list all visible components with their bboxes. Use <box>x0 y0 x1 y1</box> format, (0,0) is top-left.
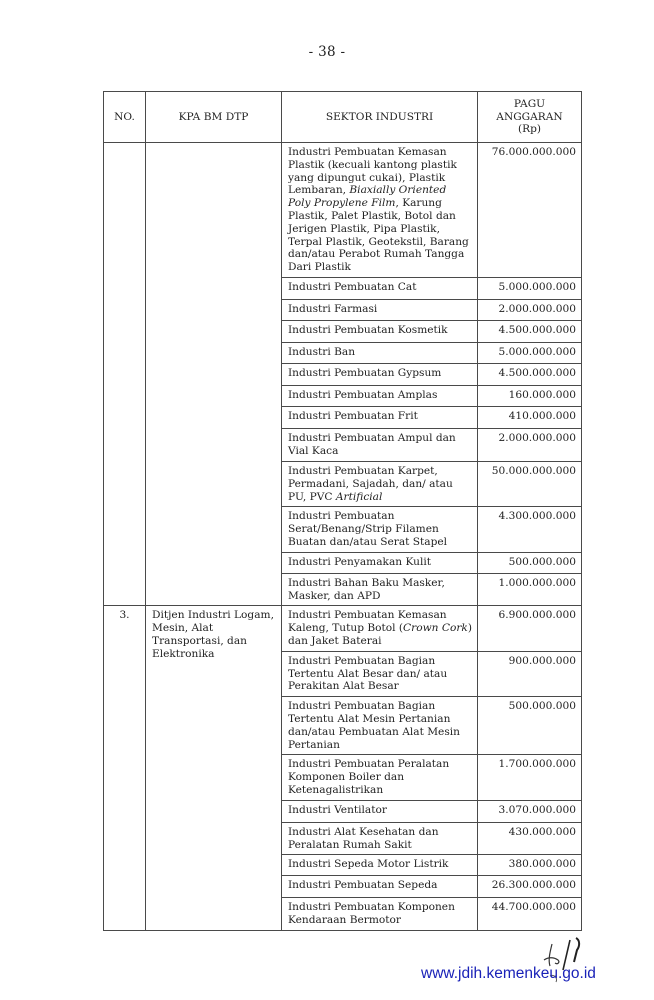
cell-sektor-industri <box>282 898 478 931</box>
cell-pagu-anggaran: 50.000.000.000 <box>478 461 582 506</box>
cell-pagu-anggaran: 5.000.000.000 <box>478 342 582 363</box>
cell-sektor-industri <box>282 855 478 876</box>
header-sektor: SEKTOR INDUSTRI <box>282 92 478 143</box>
header-pagu-line: (Rp) <box>517 123 542 136</box>
sektor-text: Industri Ventilator <box>288 803 387 816</box>
sektor-text: Industri Pembuatan Bagian Tertentu Alat Besar dan/ atau Perakitan Alat Besar <box>288 654 448 693</box>
sektor-text: Industri Pembuatan Komponen Kendaraan Bermotor <box>288 901 455 927</box>
cell-pagu-anggaran: 410.000.000 <box>478 406 582 428</box>
sektor-text: Industri Pembuatan Peralatan Komponen Boiler dan Ketenagalistrikan <box>288 758 450 796</box>
cell-sektor-industri <box>282 385 478 406</box>
sektor-text: Industri Pembuatan Gypsum <box>288 366 442 379</box>
cell-sektor-industri <box>282 406 478 428</box>
cell-pagu-anggaran: 900.000.000 <box>478 651 582 696</box>
sektor-text: Industri Pembuatan Sepeda <box>288 879 438 892</box>
budget-table <box>103 91 582 931</box>
cell-sektor-industri <box>282 363 478 385</box>
cell-sektor-industri <box>282 876 478 898</box>
header-no: NO. <box>104 92 146 143</box>
header-kpa: KPA BM DTP <box>146 92 282 143</box>
cell-no: 3. <box>104 606 146 931</box>
cell-pagu-anggaran: 6.900.000.000 <box>478 606 582 651</box>
sektor-text: Industri Pembuatan Kosmetik <box>288 323 448 336</box>
cell-pagu-anggaran: 2.000.000.000 <box>478 299 582 320</box>
sektor-text: Industri Sepeda Motor Listrik <box>288 858 449 871</box>
cell-sektor-industri <box>282 573 478 606</box>
cell-sektor-industri <box>282 428 478 461</box>
sektor-text-italic: Biaxially Oriented Poly Propylene Film <box>288 184 447 210</box>
cell-sektor-industri <box>282 697 478 755</box>
cell-pagu-anggaran: 500.000.000 <box>478 552 582 573</box>
cell-pagu-anggaran: 2.000.000.000 <box>478 428 582 461</box>
cell-sektor-industri <box>282 800 478 822</box>
cell-sektor-industri <box>282 507 478 552</box>
sektor-text-italic: Crown Cork <box>403 622 468 635</box>
sektor-text: Industri Pembuatan Frit <box>288 409 418 422</box>
cell-sektor-industri <box>282 651 478 696</box>
sektor-text: Industri Bahan Baku Masker, Masker, dan APD <box>288 576 445 602</box>
cell-pagu-anggaran: 4.300.000.000 <box>478 507 582 552</box>
cell-pagu-anggaran: 4.500.000.000 <box>478 320 582 342</box>
sektor-text: Industri Alat Kesehatan dan Peralatan Rumah Sakit <box>288 825 439 851</box>
sektor-text: Industri Pembuatan Karpet, Permadani, Sajadah, dan/ atau PU, PVC <box>288 464 453 503</box>
sektor-text: Industri Pembuatan Ampul dan Vial Kaca <box>288 431 456 457</box>
table-row <box>104 143 582 278</box>
cell-pagu-anggaran: 44.700.000.000 <box>478 898 582 931</box>
cell-kpa <box>146 143 282 606</box>
cell-sektor-industri <box>282 277 478 299</box>
sektor-text: Industri Penyamakan Kulit <box>288 555 431 568</box>
cell-sektor-industri <box>282 822 478 855</box>
sektor-text: Industri Farmasi <box>288 302 378 315</box>
header-pagu-line: ANGGARAN <box>496 110 563 123</box>
page-number: - 38 - <box>308 44 346 60</box>
table-row <box>104 606 582 651</box>
cell-sektor-industri <box>282 342 478 363</box>
cell-pagu-anggaran: 5.000.000.000 <box>478 277 582 299</box>
footer-url-link[interactable]: www.jdih.kemenkeu.go.id <box>421 965 596 982</box>
cell-sektor-industri <box>282 143 478 278</box>
sektor-text-italic: Artificial <box>335 490 383 503</box>
cell-pagu-anggaran: 160.000.000 <box>478 385 582 406</box>
cell-pagu-anggaran: 4.500.000.000 <box>478 363 582 385</box>
sektor-text: Industri Pembuatan Kemasan Plastik (kecuali kantong plastik yang dipungut cukai), Plastik Lembaran, <box>288 146 457 197</box>
table-body <box>104 143 582 931</box>
cell-sektor-industri <box>282 552 478 573</box>
sektor-text: Industri Pembuatan Cat <box>288 280 417 293</box>
cell-sektor-industri <box>282 606 478 651</box>
cell-no <box>104 143 146 606</box>
sektor-text: Industri Pembuatan Kemasan Kaleng, Tutup Botol ( <box>288 609 447 635</box>
sektor-text: ) dan Jaket Baterai <box>288 622 472 647</box>
cell-pagu-anggaran: 1.700.000.000 <box>478 755 582 800</box>
sektor-text: Industri Pembuatan Bagian Tertentu Alat Mesin Pertanian dan/atau Pembuatan Alat Mesin Pertanian <box>288 700 460 751</box>
cell-pagu-anggaran: 3.070.000.000 <box>478 800 582 822</box>
cell-pagu-anggaran: 1.000.000.000 <box>478 573 582 606</box>
cell-pagu-anggaran: 500.000.000 <box>478 697 582 755</box>
cell-sektor-industri <box>282 755 478 800</box>
header-pagu <box>478 92 582 143</box>
cell-pagu-anggaran: 76.000.000.000 <box>478 143 582 278</box>
sektor-text: , Karung Plastik, Palet Plastik, Botol dan Jerigen Plastik, Pipa Plastik, Terpal Plastik, Geotekstil, Barang dan/atau Perabot Rumah Tangga Dari Plastik <box>288 197 469 274</box>
cell-kpa: Ditjen Industri Logam, Mesin, Alat Transportasi, dan Elektronika <box>146 606 282 931</box>
cell-sektor-industri <box>282 320 478 342</box>
table-header-row <box>104 92 582 143</box>
sektor-text: Industri Pembuatan Amplas <box>288 388 438 401</box>
sektor-text: Industri Ban <box>288 345 356 358</box>
cell-sektor-industri <box>282 461 478 506</box>
sektor-text: Industri Pembuatan Serat/Benang/Strip Filamen Buatan dan/atau Serat Stapel <box>288 510 448 548</box>
cell-pagu-anggaran: 380.000.000 <box>478 855 582 876</box>
cell-pagu-anggaran: 26.300.000.000 <box>478 876 582 898</box>
header-pagu-line: PAGU <box>513 97 546 110</box>
cell-sektor-industri <box>282 299 478 320</box>
cell-pagu-anggaran: 430.000.000 <box>478 822 582 855</box>
